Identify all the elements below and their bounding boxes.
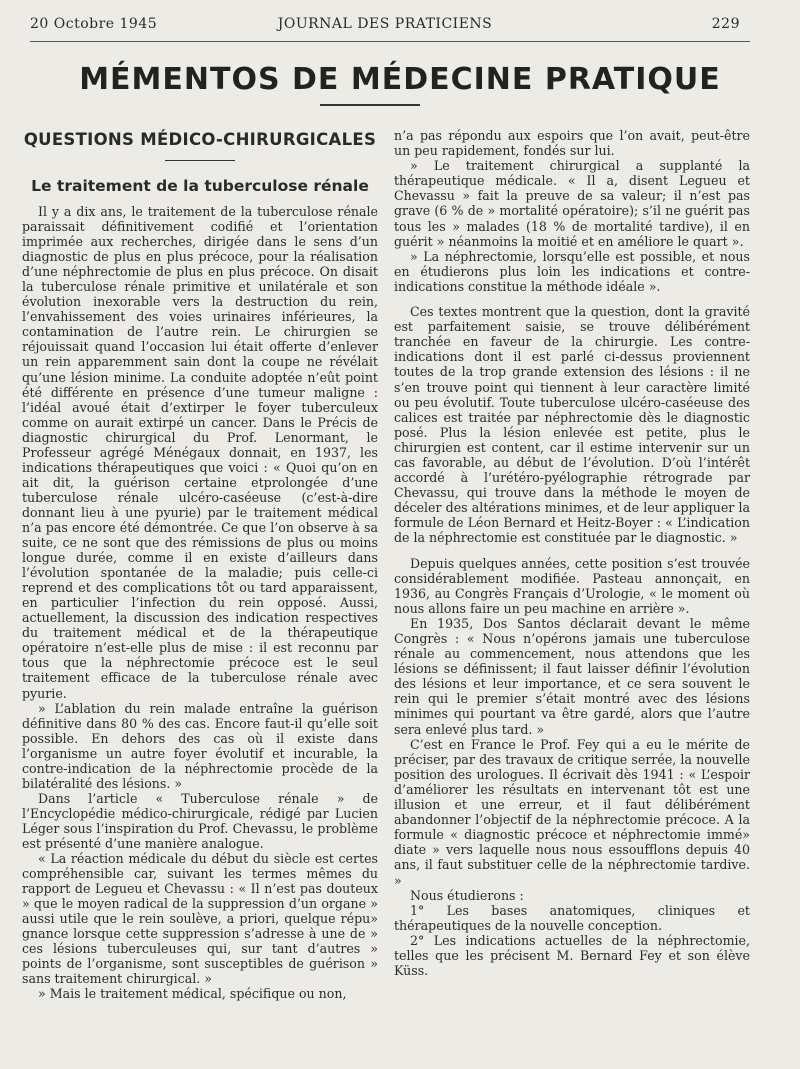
paragraph: Ces textes montrent que la question, dont la gravité est parfaitement saisie, se trouve délibérément tranchée en faveur de la chirurgie. Les contre-indications dont il est parlé ci-dessus proviennent toutes de la trop grande extension des lésions : il ne s’en trouve point qui tiennent à leur caractère limité ou peu évolutif. Toute tuberculose ulcéro-caséeuse des calices est traitée par néphrectomie dès le diagnostic posé. Plus la lésion enlevée est petite, plus le chirurgien est content, car il estime intervenir sur un cas favorable, au début de l’évolution. D’où l’intérêt accordé à l’urétéro-pyélographie rétrograde par Chevassu, qui trouve dans la méthode le moyen de déceler des altérations minimes, et de leur appliquer la formule de Léon Bernard et Heitz-Boyer : « L’indication de la néphrectomie est constituée par le diagnostic. » <box>394 304 750 546</box>
paragraph: En 1935, Dos Santos déclarait devant le même Congrès : « Nous n’opérons jamais une tuberculose rénale au commencement, nous attendons que les lésions se définissent; il faut laisser définir l’évolution des lésions et leur importance, et ce sera souvent le rein qui le premier s’était montré avec des lésions minimes qui pourtant va être gardé, alors que l’autre sera enlevé plus tard. » <box>394 615 750 737</box>
paragraph: Dans l’article « Tuberculose rénale » de l’Encyclopédie médico-chirurgicale, rédigé par Lucien Léger sous l’inspiration du Prof. Chevassu, le problème est présenté d’une manière analogue. <box>22 790 378 851</box>
journal-name: JOURNAL DES PRATICIENS <box>277 16 493 32</box>
left-column <box>22 128 378 1001</box>
header-rule <box>30 41 750 42</box>
paragraph: Depuis quelques années, cette position s’est trouvée considérablement modifiée. Pasteau annonçait, en 1936, au Congrès Français d’Urologie, « le moment où nous allons faire un peu machine en arrière ». <box>394 555 750 616</box>
issue-date: 20 Octobre 1945 <box>30 16 158 32</box>
paragraph: 2° Les indications actuelles de la néphrectomie, telles que les précisent M. Bernard Fey et son élève Küss. <box>394 932 750 979</box>
paragraph: C’est en France le Prof. Fey qui a eu le mérite de préciser, par des travaux de critique serrée, la nouvelle position des urologues. Il écrivait dès 1941 : « L’espoir d’améliorer les résultats en intervenant tôt est une illusion et une erreur, et il faut délibérément abandonner l’objectif de la néphrectomie précoce. A la formule « diagnostic précoce et néphrectomie immé» diate » vers laquelle nous nous essoufflons depuis 40 ans, il faut substituer celle de la néphrectomie tardive. » <box>394 736 750 888</box>
article-title: Le traitement de la tuberculose rénale <box>31 177 369 195</box>
paragraph: Nous étudierons : <box>410 887 524 903</box>
page-number: 229 <box>711 16 740 32</box>
paragraph: n’a pas répondu aux espoirs que l’on avait, peut-être un peu rapidement, fondés sur lui. <box>394 128 750 159</box>
paragraph: » Mais le traitement médical, spécifique ou non, <box>38 986 347 1002</box>
running-header <box>30 16 740 38</box>
paragraph: « La réaction médicale du début du siècle est certes compréhensible car, suivant les termes mêmes du rapport de Legueu et Chevassu : « Il n’est pas douteux » que le moyen radical de la suppression d’un organe » aussi utile que le rein soulève, a priori, quelque répu» gnance lorsque cette suppression s’adresse à une de » ces lésions tuberculeuses qui, sur tant d’autres » points de l’organisme, sont susceptibles de guérison » sans traitement chirurgical. » <box>22 851 378 987</box>
title-rule <box>320 104 420 106</box>
section-title: QUESTIONS MÉDICO-CHIRURGICALES <box>23 130 377 149</box>
right-column <box>394 128 750 978</box>
paragraph: 1° Les bases anatomiques, cliniques et thérapeutiques de la nouvelle conception. <box>394 902 750 933</box>
section-rule <box>165 160 235 161</box>
paragraph: » La néphrectomie, lorsqu’elle est possible, et nous en étudierons plus loin les indications et contre-indications constitue la méthode idéale ». <box>394 248 750 294</box>
page-title: MÉMENTOS DE MÉDECINE PRATIQUE <box>79 62 721 97</box>
paragraph: » Le traitement chirurgical a supplanté la thérapeutique médicale. « Il a, disent Legueu et Chevassu » fait la preuve de sa valeur; il n’est pas grave (6 % de » mortalité opératoire); s’il ne guérit pas tous les » malades (18 % de mortalité tardive), il en guérit » néanmoins la moitié et en améliore le quart ». <box>394 158 750 249</box>
paragraph: » L’ablation du rein malade entraîne la guérison définitive dans 80 % des cas. Encore faut-il qu’elle soit possible. En dehors des cas où il existe dans l’organisme un autre foyer évolutif et incurable, la contre-indication de la néphrectomie procède de la bilatéralité des lésions. » <box>22 700 378 791</box>
paragraph: Il y a dix ans, le traitement de la tuberculose rénale paraissait définitivement codifié et l’orientation imprimée aux recherches, dirigée dans le sens d’un diagnostic de plus en plus précoce, pour la réalisation d’une néphrectomie de plus en plus précoce. On disait la tuberculose rénale primitive et unilatérale et son évolution inexorable vers la destruction du rein, l’envahissement des voies urinaires inférieures, la contamination de l’autre rein. Le chirurgien se réjouissait quand l’occasion lui était offerte d’enlever un rein apparemment sain dont la coupe ne révélait qu’une lésion minime. La conduite adoptée n’eût point été différente en présence d’une tumeur maligne : l’idéal avoué était d’extirper le foyer tuberculeux comme on aurait extirpé un cancer. Dans le Précis de diagnostic chirurgical du Prof. Lenormant, le Professeur agrégé Ménégaux donnait, en 1937, les indications thérapeutiques que voici : « Quoi qu’on en ait dit, la guérison certaine etprolongée d’une tuberculose rénale ulcéro-caséeuse (c’est-à-dire donnant lieu à une pyurie) par le traitement médical n’a pas encore été démontrée. Ce que l’on observe à sa suite, ce ne sont que des rémissions de plus ou moins longue durée, comme il en existe d’ailleurs dans l’évolution spontanée de la maladie; puis celle-ci reprend et des complications tôt ou tard apparaissent, en particulier l’infection du rein opposé. Aussi, actuellement, la discussion des indication respectives du traitement médical et de la thérapeutique opératoire n’est-elle plus de mise : il est reconnu par tous que la néphrectomie précoce est le seul traitement efficace de la tuberculose rénale avec pyurie. <box>22 204 378 701</box>
